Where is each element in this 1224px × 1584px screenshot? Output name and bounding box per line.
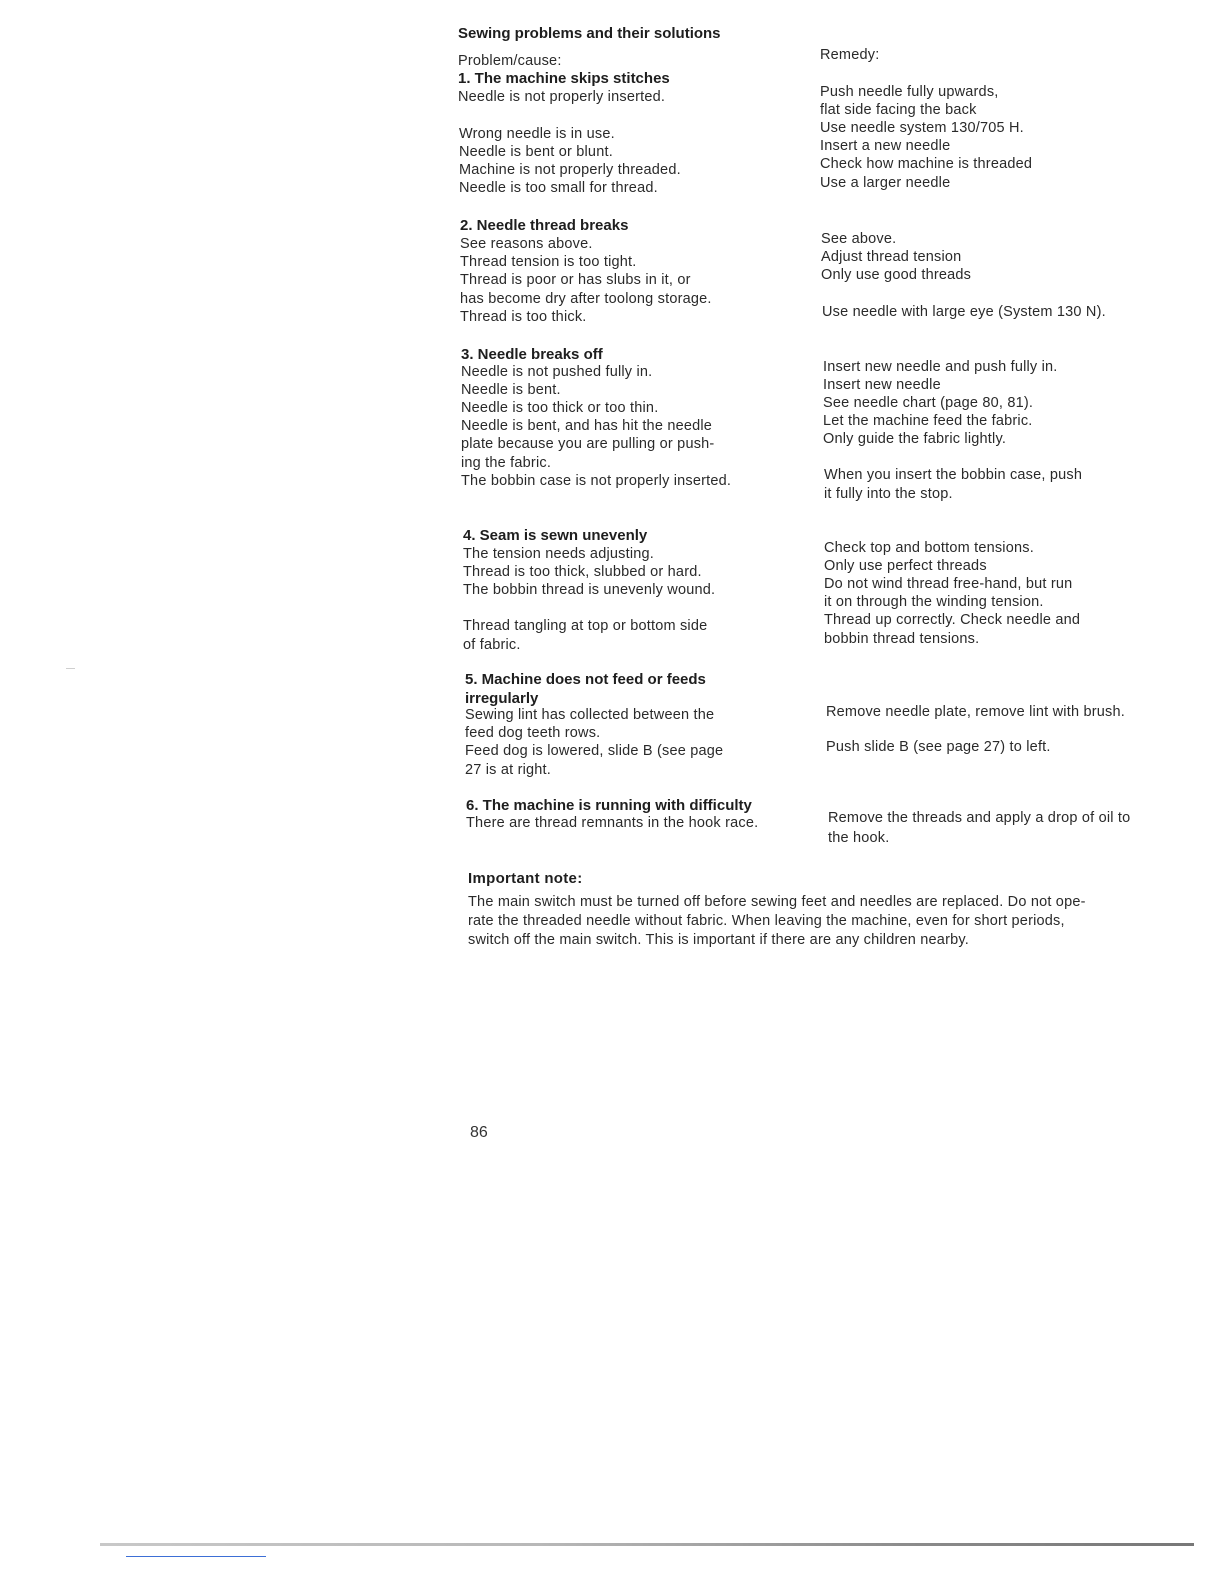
remedy-line: Use needle system 130/705 H. — [820, 120, 1024, 136]
note-line: switch off the main switch. This is important if there are any children nearby. — [468, 932, 969, 948]
remedy-line: Insert new needle — [823, 377, 941, 393]
cause-line: Needle is bent. — [461, 382, 561, 398]
section-heading: 2. Needle thread breaks — [460, 217, 629, 234]
remedy-line: Push needle fully upwards, — [820, 84, 999, 100]
section-heading: 6. The machine is running with difficulty — [466, 797, 752, 814]
remedy-line: See needle chart (page 80, 81). — [823, 395, 1034, 411]
cause-line: Needle is bent or blunt. — [459, 144, 613, 160]
remedy-line: When you insert the bobbin case, push — [824, 467, 1083, 483]
cause-line: Thread is too thick. — [460, 309, 587, 325]
cause-line: Needle is too small for thread. — [459, 180, 658, 196]
cause-line: Feed dog is lowered, slide B (see page — [465, 743, 724, 759]
cause-line: 27 is at right. — [465, 762, 552, 778]
remedy-line: Push slide B (see page 27) to left. — [826, 739, 1051, 755]
cause-line: ing the fabric. — [461, 455, 552, 471]
important-note-title: Important note: — [468, 870, 583, 887]
cause-line: of fabric. — [463, 637, 521, 653]
remedy-line: Only use good threads — [821, 267, 972, 283]
section-heading: 1. The machine skips stitches — [458, 70, 670, 87]
cause-line: Sewing lint has collected between the — [465, 707, 715, 723]
cause-line: feed dog teeth rows. — [465, 725, 601, 741]
remedy-line: Use a larger needle — [820, 175, 951, 191]
remedy-line: the hook. — [828, 830, 890, 846]
cause-line: The bobbin thread is unevenly wound. — [463, 582, 716, 598]
cause-line: Thread tangling at top or bottom side — [463, 618, 708, 634]
cause-line: Wrong needle is in use. — [459, 126, 615, 142]
remedy-line: Do not wind thread free-hand, but run — [824, 576, 1073, 592]
remedy-line: Adjust thread tension — [821, 249, 962, 265]
cause-line: Needle is not pushed fully in. — [461, 364, 653, 380]
bottom-scan-edge — [100, 1543, 1194, 1546]
remedy-line: it fully into the stop. — [824, 486, 953, 502]
cause-line: See reasons above. — [460, 236, 593, 252]
remedy-line: See above. — [821, 231, 897, 247]
remedy-line: Insert new needle and push fully in. — [823, 359, 1058, 375]
page-number: 86 — [470, 1124, 488, 1141]
cause-line: plate because you are pulling or push- — [461, 436, 715, 452]
remedy-line: flat side facing the back — [820, 102, 977, 118]
remedy-line: Use needle with large eye (System 130 N). — [822, 304, 1106, 320]
note-line: The main switch must be turned off before sewing feet and needles are replaced. Do not ope- — [468, 894, 1086, 910]
remedy-line: Check how machine is threaded — [820, 156, 1033, 172]
remedy-line: Remove the threads and apply a drop of oil to — [828, 810, 1131, 826]
section-heading: 4. Seam is sewn unevenly — [463, 527, 648, 544]
remedy-line: Only use perfect threads — [824, 558, 987, 574]
note-line: rate the threaded needle without fabric. When leaving the machine, even for short periods, — [468, 913, 1065, 929]
remedy-line: it on through the winding tension. — [824, 594, 1044, 610]
cause-line: Thread is too thick, slubbed or hard. — [463, 564, 702, 580]
remedy-line: Remove needle plate, remove lint with brush. — [826, 704, 1125, 720]
bottom-blue-line — [126, 1556, 266, 1557]
section-heading: 5. Machine does not feed or feeds — [465, 671, 706, 688]
margin-mark — [66, 668, 75, 669]
cause-line: The tension needs adjusting. — [463, 546, 655, 562]
cause-line: Thread is poor or has slubs in it, or — [460, 272, 691, 288]
cause-line: Needle is too thick or too thin. — [461, 400, 659, 416]
remedy-line: Check top and bottom tensions. — [824, 540, 1034, 556]
cause-line: There are thread remnants in the hook race. — [466, 815, 759, 831]
section-heading: 3. Needle breaks off — [461, 346, 603, 363]
remedy-column-header: Remedy: — [820, 47, 880, 63]
remedy-line: Insert a new needle — [820, 138, 951, 154]
remedy-line: bobbin thread tensions. — [824, 631, 980, 647]
page-title: Sewing problems and their solutions — [458, 25, 721, 42]
problem-column-header: Problem/cause: — [458, 53, 562, 69]
cause-line: has become dry after toolong storage. — [460, 291, 712, 307]
cause-line: Thread tension is too tight. — [460, 254, 637, 270]
remedy-line: Only guide the fabric lightly. — [823, 431, 1007, 447]
section-heading-continued: irregularly — [465, 690, 539, 707]
cause-line: Machine is not properly threaded. — [459, 162, 681, 178]
remedy-line: Thread up correctly. Check needle and — [824, 612, 1081, 628]
cause-line: Needle is not properly inserted. — [458, 89, 666, 105]
cause-line: The bobbin case is not properly inserted. — [461, 473, 732, 489]
remedy-line: Let the machine feed the fabric. — [823, 413, 1033, 429]
cause-line: Needle is bent, and has hit the needle — [461, 418, 713, 434]
